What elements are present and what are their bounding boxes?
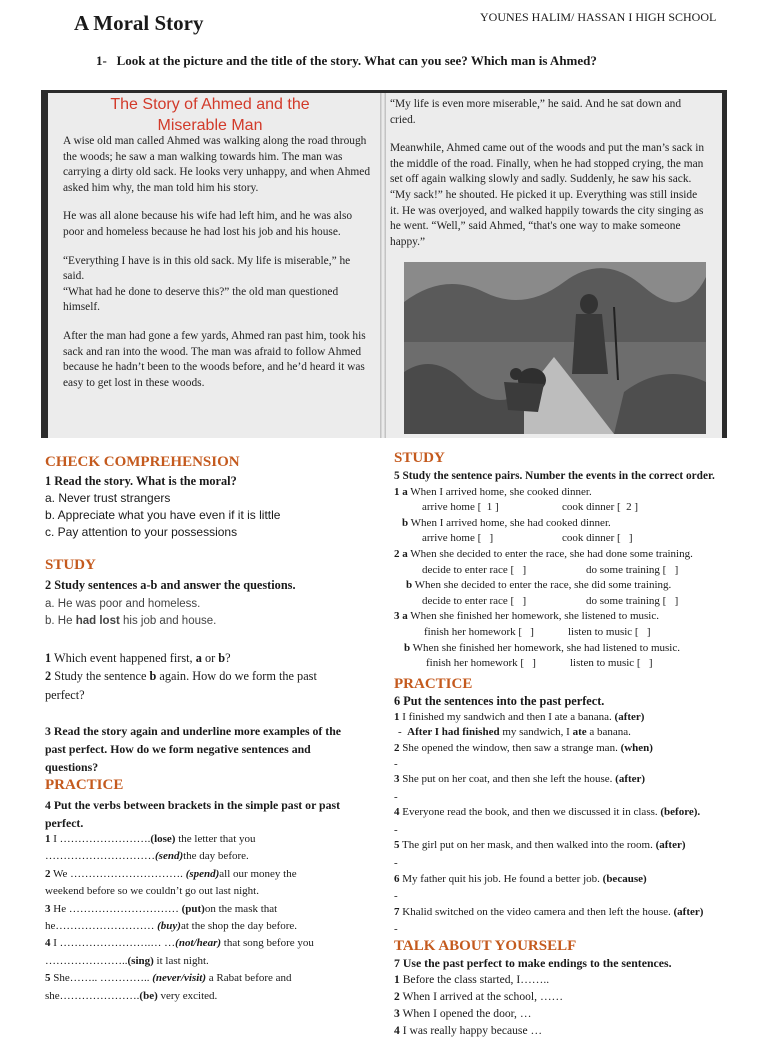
pair-events [394,656,734,672]
event-1: arrive home [ ] [422,532,494,545]
practice-7-item [394,1022,734,1039]
practice-6-item [394,741,734,757]
exercise-line [45,866,375,883]
ex-rest: very excited. [157,989,218,1002]
ex-rest: the day before. [183,850,249,863]
answer-dash: - [394,857,398,870]
event-2: listen to music [ ] [568,625,651,638]
answer-dash: - [394,823,398,836]
answer-dash: - [394,790,398,803]
event-1: decide to enter race [ ] [422,594,527,607]
item-num: 4 [394,1024,400,1038]
ex-rest: all our money the [219,867,297,880]
sentence-b-bold: had lost [75,615,120,627]
answer-dash: - [394,757,398,770]
question-3-line-3: questions? [45,760,99,774]
ex-rest: on the mask that [204,902,278,915]
ex-rest: it last night. [153,954,209,967]
ex-rest: that song before you [221,937,314,950]
ex-blank: he……………………… [45,920,158,933]
study-heading-left: STUDY [45,557,96,573]
item-num: 1 [394,973,400,987]
book-gutter [380,93,386,438]
ex-verb: (buy) [157,920,181,933]
exercise-line [45,848,375,865]
q-text-end: ? [225,651,231,665]
pair-events [394,500,734,516]
ex-rest: at the shop the day before. [180,920,298,933]
moral-option-b: b. Appreciate what you have even if it is little [45,508,281,522]
question-3-line-1: 3 Read the story again and underline more examples of the [45,724,342,738]
item-num: 2 [394,990,400,1004]
pair-label: 1 a [394,485,408,498]
ex-num: 2 [45,867,51,880]
item-key: (before). [660,806,701,819]
ex-blank: We …………………………. [50,867,186,880]
q-letter-b: b [149,669,157,683]
pair-text: When I arrived home, she cooked dinner. [407,485,592,498]
ex-verb: (spend) [185,867,220,880]
story-right-column [390,97,708,263]
pair-sentence [394,609,734,625]
example-bold: ate [572,726,587,739]
q-text-or: or [201,651,219,665]
story-paragraph: “What had he done to deserve this?” the old man questioned himself. [63,285,339,314]
practice-7-item [394,988,734,1005]
pair-text: When she finished her homework, she had listened to music. [410,641,680,654]
event-1: arrive home [ 1 ] [422,501,499,514]
question-which-first [45,649,231,667]
sentence-a-text: He was poor and homeless. [57,598,201,610]
item-num: 1 [394,710,400,723]
exercise-4-lines [45,831,375,1005]
story-title [60,94,360,136]
sentence-b-post: his job and house. [119,615,217,627]
moral-option-a: a. Never trust strangers [45,491,171,505]
event-2: do some training [ ] [586,594,679,607]
story-title-line-1: The Story of Ahmed and the [110,96,310,113]
practice-heading-right: PRACTICE [394,675,473,692]
ex-verb: (lose) [150,833,176,845]
event-1: finish her homework [ ] [424,625,534,638]
study-question-2: 2 Study sentences a-b and answer the questions. [45,578,296,592]
sentence-a [45,595,200,613]
exercise-line [45,970,375,987]
question-form-past-perfect [45,667,317,685]
item-key: (because) [602,872,647,885]
story-left-column [63,134,373,404]
item-text: When I arrived at the school, …… [399,990,564,1004]
practice-6-item [394,710,734,726]
q-text: Which event happened first, [51,651,196,665]
moral-option-c: c. Pay attention to your possessions [45,525,238,539]
ex-verb: (not/hear) [175,937,222,950]
ex-blank: ………………………… [45,850,155,863]
story-paragraph: A wise old man called Ahmed was walking along the road through the woods; he saw a man walking towards him. The man was carrying a dirty old sack. He looks very unhappy, and when Ahmed asked him why, the man told him his story. [63,135,371,194]
practice-6-question: 6 Put the sentences into the past perfect. [394,693,605,708]
pair-text: When she finished her homework, she listened to music. [407,610,659,623]
practice-7-item [394,971,734,988]
pair-label: b [404,641,411,654]
talk-about-yourself-heading: TALK ABOUT YOURSELF [394,938,577,955]
item-key: (after) [614,710,645,723]
ex-blank: ………………….. [45,954,128,967]
item-num: 3 [394,773,400,786]
item-num: 5 [394,839,400,852]
answer-dash: - [394,890,398,903]
ex-verb: (be) [139,989,158,1002]
item-key: (when) [620,741,653,754]
ex-rest: weekend before so we couldn’t go out last night. [45,885,259,898]
question-form-past-perfect-cont: perfect? [45,688,85,702]
exercise-line [45,883,375,900]
practice-7-question: 7 Use the past perfect to make endings to the sentences. [394,956,672,971]
pair-events [394,625,734,641]
item-text: Before the class started, I…….. [399,973,550,987]
sentence-a-label: a. [45,598,55,610]
ex-blank: She…….. ………….. [50,972,153,985]
exercise-line [45,935,375,952]
item-text: My father quit his job. He found a better job. [399,872,603,885]
pair-label: 2 a [394,547,408,560]
item-text: Khalid switched on the video camera and then left the house. [399,905,674,918]
event-2: cook dinner [ ] [562,532,633,545]
item-num: 4 [394,806,400,819]
item-text: She opened the window, then saw a strange man. [399,741,621,754]
example-text: a banana. [586,726,631,739]
item-num: 3 [394,1007,400,1021]
study-heading-right: STUDY [394,450,445,466]
question-3-line-2: past perfect. How do we form negative sentences and [45,742,311,756]
story-paragraph: After the man had gone a few yards, Ahmed ran past him, took his sack and ran into the wood. The man was afraid to follow Ahmed because he hadn’t been to the woods before, and he’d heard it was easy to get lost in these woods. [63,329,366,389]
pair-text: When she decided to enter the race, she had done some training. [407,547,693,560]
ex-verb: (never/visit) [152,972,207,985]
pair-sentence [394,641,734,657]
ex-verb: (sing) [127,954,154,967]
pair-sentence [394,516,734,532]
school-name: YOUNES HALIM/ HASSAN I HIGH SCHOOL [480,10,717,24]
pair-events [394,594,734,610]
page-title: A Moral Story [74,11,204,35]
answer-dash: - [394,923,398,936]
exercise-line [45,901,375,918]
practice-heading-left: PRACTICE [45,777,124,793]
item-text: Everyone read the book, and then we discussed it in class. [399,806,661,819]
pair-label: 3 a [394,610,408,623]
exercise-line [45,918,375,935]
q-text-2: again. How do we form the past [156,669,317,683]
item-text: When I opened the door, … [399,1007,532,1021]
check-comprehension-heading: CHECK COMPREHENSION [45,454,240,470]
ex-blank: she…………………. [45,989,140,1002]
story-paragraph: He was all alone because his wife had left him, and he was also poor and homeless because he had lost his job and his house. [63,210,353,238]
ex-num: 5 [45,972,51,985]
exercise-line [45,953,375,970]
check-question: 1 Read the story. What is the moral? [45,474,237,488]
practice-6-item [394,905,734,921]
example-bold: After I had finished [407,726,500,739]
event-1: finish her homework [ ] [426,657,536,670]
practice-4-line-2: perfect. [45,816,84,830]
practice-6-item [394,772,734,788]
ex-blank: I ……………………. [50,833,151,845]
item-text: I finished my sandwich and then I ate a banana. [399,710,615,723]
practice-6-item [394,872,734,888]
practice-6-item [394,805,734,821]
story-paragraph: “Everything I have is in this old sack. My life is miserable,” he said. [63,254,351,283]
q-letter-a: a [195,651,202,665]
ex-rest: the letter that you [175,833,256,845]
exercise-line [45,988,375,1005]
q-text: Study the sentence [51,669,150,683]
practice-7-item [394,1005,734,1022]
item-text: The girl put on her mask, and then walked into the room. [399,839,656,852]
pair-text: When she decided to enter the race, she did some training. [412,579,672,592]
exercise-line [45,831,375,848]
story-title-line-2: Miserable Man [157,117,263,134]
practice-6-example [394,725,734,741]
q-number: 2 [45,669,52,683]
ex-num: 4 [45,937,51,950]
ex-num: 1 [45,833,51,845]
ex-verb: (send) [155,850,184,863]
ex-num: 3 [45,902,51,915]
example-dash: - [398,726,408,739]
ex-blank: I …………………….… … [50,937,176,950]
item-text: I was really happy because … [399,1024,543,1038]
pair-sentence [394,485,734,501]
ex-verb: (put) [181,902,205,915]
event-2: listen to music [ ] [570,657,653,670]
pair-label: b [406,579,413,592]
q-number: 1 [45,651,52,665]
item-num: 2 [394,741,400,754]
item-text: She put on her coat, and then she left the house. [399,773,616,786]
event-2: do some training [ ] [586,563,679,576]
pair-events [394,531,734,547]
ex-blank: He ………………………… [50,902,182,915]
practice-4-line-1: 4 Put the verbs between brackets in the simple past or past [45,798,341,812]
study-question-5: 5 Study the sentence pairs. Number the events in the correct order. [394,470,715,482]
pair-sentence [394,578,734,594]
right-column [394,450,734,1039]
item-num: 6 [394,872,400,885]
sentence-b-label: b. [45,615,55,627]
item-key: (after) [615,773,646,786]
pair-events [394,563,734,579]
event-2: cook dinner [ 2 ] [562,501,639,514]
item-key: (after) [655,839,686,852]
pair-text: When I arrived home, she had cooked dinner. [408,516,611,529]
sentence-b [45,612,216,630]
story-paragraph: Meanwhile, Ahmed came out of the woods and put the man’s sack in the middle of the road. Finally, when he had stopped crying, the man set off again walking slowly and sadly. Suddenly, he saw his sack. “My sack!” he shouted. He picked it up. Everything was still inside it. He was overjoyed, and walked happily towards the city singing as he went. “Well,” said Ahmed, “that's one way to make someone happy.” [390,142,705,248]
example-text: my sandwich, I [499,726,573,739]
event-1: decide to enter race [ ] [422,563,527,576]
item-num: 7 [394,905,400,918]
q-letter-b: b [218,651,226,665]
sentence-b-pre: He [57,615,76,627]
story-illustration [404,262,706,434]
pair-label: b [402,516,409,529]
practice-6-item [394,838,734,854]
item-key: (after) [673,905,704,918]
ex-rest: a Rabat before and [206,972,292,985]
story-paragraph: “My life is even more miserable,” he said. And he sat down and cried. [390,98,682,126]
pair-sentence [394,547,734,563]
question-1: 1- Look at the picture and the title of the story. What can you see? Which man is Ahmed? [96,53,597,68]
